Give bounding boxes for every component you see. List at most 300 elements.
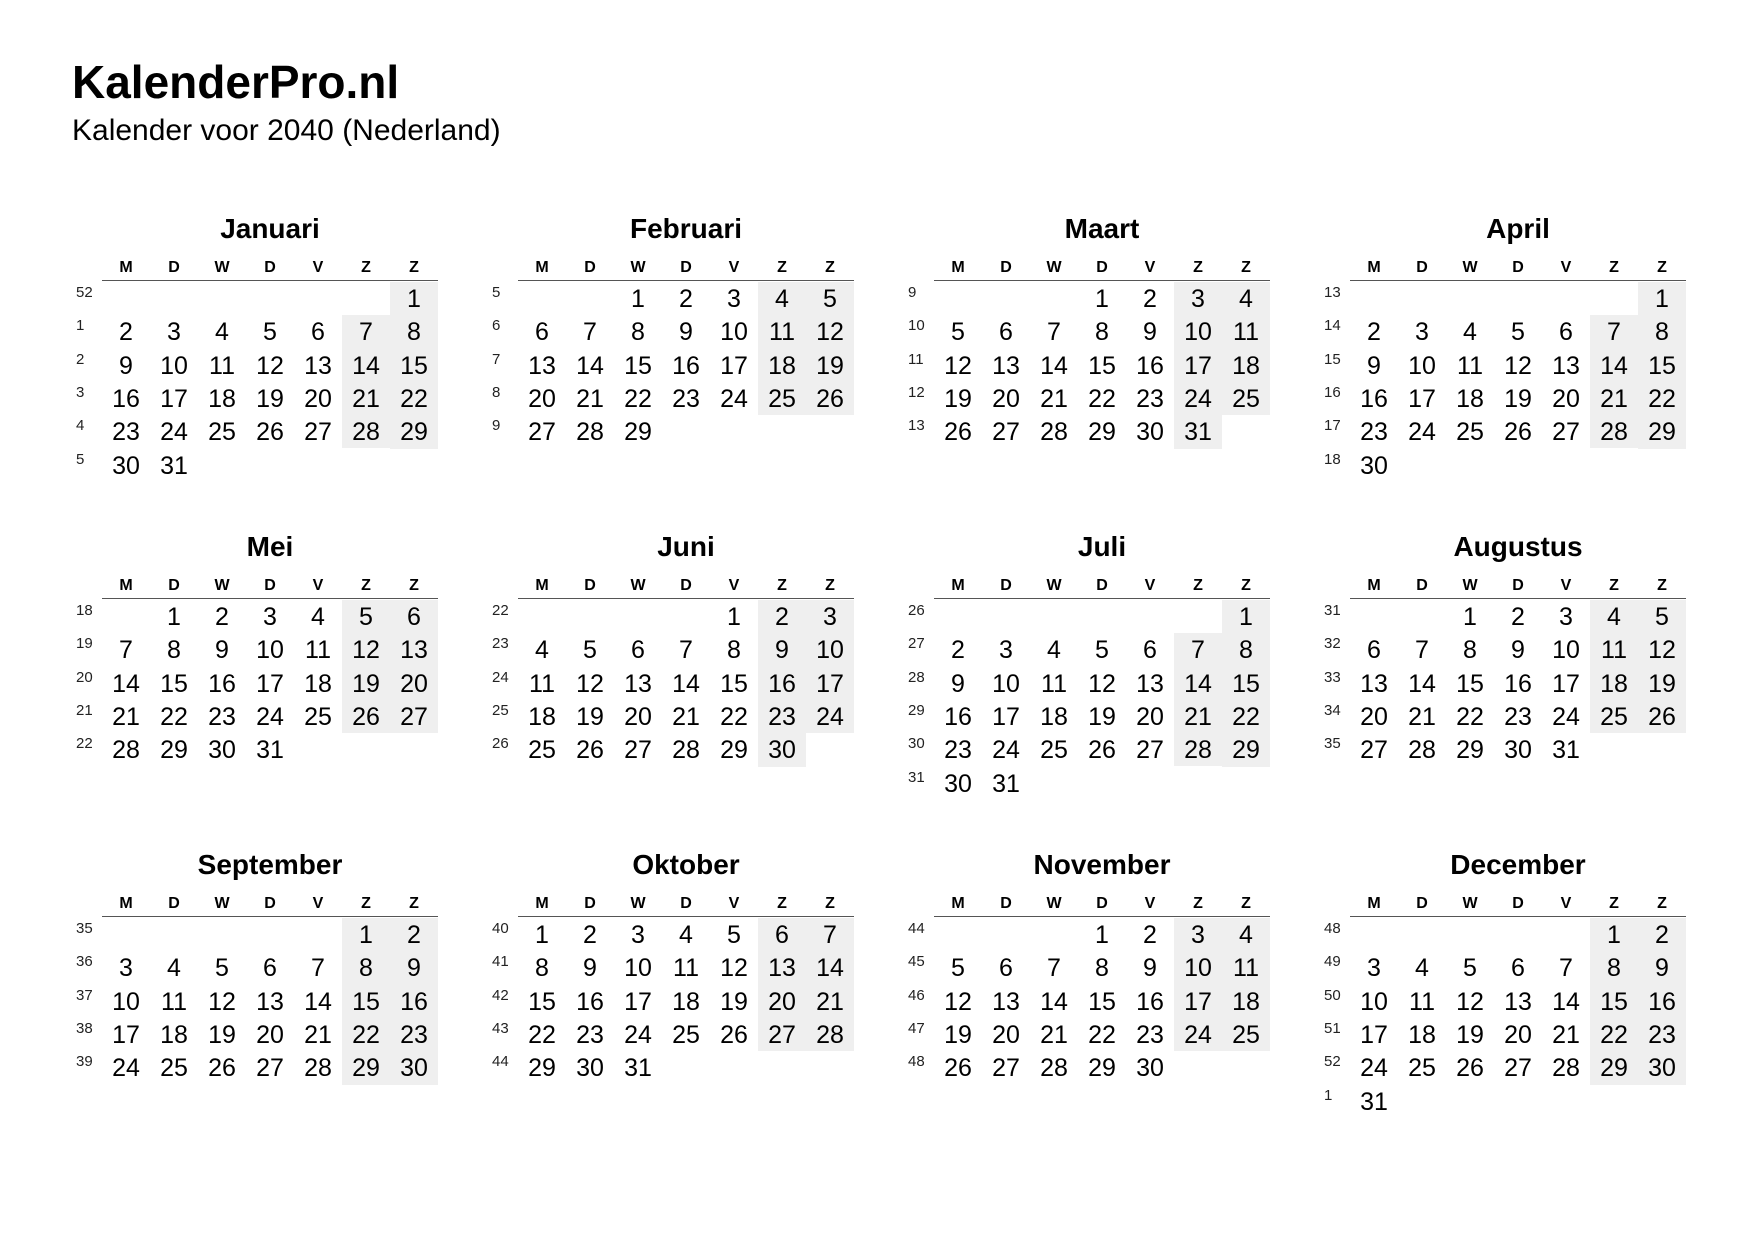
month-title: Februari bbox=[629, 213, 743, 244]
weekday-header: M bbox=[119, 895, 133, 912]
day-cell: 13 bbox=[992, 351, 1020, 380]
month-november bbox=[904, 848, 1304, 1138]
week-number: 9 bbox=[908, 284, 917, 301]
day-cell: 9 bbox=[951, 669, 965, 698]
day-cell: 28 bbox=[1184, 736, 1212, 765]
day-cell: 17 bbox=[1360, 1020, 1388, 1049]
day-cell: 10 bbox=[1552, 636, 1580, 665]
day-cell: 29 bbox=[352, 1054, 380, 1083]
day-cell: 13 bbox=[1552, 351, 1580, 380]
day-cell: 6 bbox=[775, 921, 789, 949]
week-number: 45 bbox=[908, 953, 925, 971]
week-number: 15 bbox=[1324, 350, 1341, 368]
day-cell: 27 bbox=[1136, 736, 1164, 765]
weekday-header: M bbox=[951, 895, 965, 912]
weekday-header: D bbox=[264, 259, 276, 276]
day-cell: 7 bbox=[1191, 636, 1205, 665]
weekday-header: D bbox=[1000, 895, 1012, 912]
day-cell: 6 bbox=[1367, 636, 1381, 665]
day-cell: 9 bbox=[1367, 351, 1381, 380]
day-cell: 13 bbox=[1504, 987, 1532, 1016]
day-cell: 4 bbox=[679, 921, 693, 949]
day-cell: 13 bbox=[1360, 669, 1388, 698]
day-cell: 31 bbox=[256, 736, 284, 765]
week-number: 27 bbox=[908, 635, 925, 653]
day-cell: 25 bbox=[768, 384, 796, 413]
month-title: April bbox=[1486, 213, 1550, 244]
day-cell: 8 bbox=[1655, 318, 1669, 347]
month-februari bbox=[488, 212, 888, 502]
day-cell: 16 bbox=[1648, 987, 1676, 1016]
weekday-header: D bbox=[584, 259, 596, 276]
weekday-header: D bbox=[584, 577, 596, 594]
day-cell: 17 bbox=[1184, 351, 1212, 380]
week-number: 18 bbox=[76, 602, 93, 619]
weekday-header: Z bbox=[1193, 259, 1203, 276]
day-cell: 4 bbox=[1415, 954, 1429, 983]
week-number: 26 bbox=[492, 735, 509, 753]
weekday-header: D bbox=[1512, 259, 1524, 276]
day-cell: 8 bbox=[727, 636, 741, 665]
weekday-header: V bbox=[1560, 577, 1572, 594]
day-cell: 17 bbox=[1184, 987, 1212, 1016]
day-cell: 16 bbox=[1136, 351, 1164, 380]
day-cell: 25 bbox=[304, 702, 332, 731]
day-cell: 15 bbox=[528, 987, 556, 1016]
day-cell: 8 bbox=[1239, 636, 1253, 665]
day-cell: 29 bbox=[1456, 736, 1484, 765]
day-cell: 23 bbox=[112, 418, 140, 447]
month-april bbox=[1320, 212, 1720, 502]
day-cell: 10 bbox=[1408, 351, 1436, 380]
day-cell: 1 bbox=[1095, 921, 1109, 949]
day-cell: 2 bbox=[407, 921, 421, 949]
day-cell: 24 bbox=[256, 702, 284, 731]
day-cell: 20 bbox=[768, 987, 796, 1016]
day-cell: 19 bbox=[720, 987, 748, 1016]
day-cell: 28 bbox=[576, 418, 604, 447]
header-rule bbox=[102, 280, 438, 281]
day-cell: 15 bbox=[1600, 987, 1628, 1016]
day-cell: 11 bbox=[1041, 669, 1067, 698]
day-cell: 26 bbox=[1456, 1054, 1484, 1083]
day-cell: 8 bbox=[1095, 318, 1109, 347]
day-cell: 21 bbox=[1408, 702, 1436, 731]
day-cell: 1 bbox=[727, 603, 741, 631]
weekday-header: Z bbox=[361, 895, 371, 912]
day-cell: 26 bbox=[1504, 418, 1532, 447]
day-cell: 18 bbox=[528, 702, 556, 731]
week-number: 51 bbox=[1324, 1019, 1341, 1037]
month-title: Oktober bbox=[632, 849, 740, 880]
weekday-header: Z bbox=[409, 577, 419, 594]
day-cell: 10 bbox=[160, 351, 188, 380]
day-cell: 29 bbox=[1648, 418, 1676, 447]
day-cell: 31 bbox=[1184, 418, 1212, 447]
day-cell: 11 bbox=[1457, 351, 1483, 380]
day-cell: 1 bbox=[631, 285, 645, 313]
week-number: 37 bbox=[76, 986, 93, 1004]
day-cell: 4 bbox=[535, 636, 549, 665]
month-oktober bbox=[488, 848, 888, 1138]
week-number: 48 bbox=[908, 1053, 925, 1071]
day-cell: 11 bbox=[161, 987, 187, 1016]
day-cell: 29 bbox=[1600, 1054, 1628, 1083]
weekday-header: D bbox=[584, 895, 596, 912]
day-cell: 6 bbox=[311, 318, 325, 347]
day-cell: 10 bbox=[816, 636, 844, 665]
day-cell: 27 bbox=[528, 418, 556, 447]
day-cell: 1 bbox=[167, 603, 181, 631]
day-cell: 7 bbox=[1607, 318, 1621, 347]
weekday-header: V bbox=[728, 259, 740, 276]
day-cell: 2 bbox=[1367, 318, 1381, 347]
day-cell: 29 bbox=[1088, 1054, 1116, 1083]
day-cell: 18 bbox=[160, 1020, 188, 1049]
day-cell: 2 bbox=[1143, 921, 1157, 949]
day-cell: 12 bbox=[944, 351, 972, 380]
header-rule bbox=[1350, 916, 1686, 917]
month-september bbox=[72, 848, 472, 1138]
day-cell: 1 bbox=[1463, 603, 1477, 631]
day-cell: 3 bbox=[1415, 318, 1429, 347]
day-cell: 31 bbox=[1552, 736, 1580, 765]
day-cell: 16 bbox=[672, 351, 700, 380]
header-rule bbox=[1350, 598, 1686, 599]
day-cell: 9 bbox=[583, 954, 597, 983]
week-number: 34 bbox=[1324, 701, 1341, 719]
day-cell: 17 bbox=[1408, 384, 1436, 413]
day-cell: 8 bbox=[1463, 636, 1477, 665]
day-cell: 15 bbox=[1088, 351, 1116, 380]
day-cell: 21 bbox=[1600, 384, 1628, 413]
day-cell: 29 bbox=[1232, 736, 1260, 765]
day-cell: 16 bbox=[400, 987, 428, 1016]
day-cell: 16 bbox=[112, 384, 140, 413]
day-cell: 3 bbox=[631, 921, 645, 949]
day-cell: 27 bbox=[624, 736, 652, 765]
day-cell: 28 bbox=[1552, 1054, 1580, 1083]
weekday-header: D bbox=[1096, 895, 1108, 912]
day-cell: 15 bbox=[624, 351, 652, 380]
day-cell: 23 bbox=[1648, 1020, 1676, 1049]
day-cell: 11 bbox=[1601, 636, 1627, 665]
day-cell: 8 bbox=[167, 636, 181, 665]
day-cell: 21 bbox=[1040, 1020, 1068, 1049]
weekday-header: D bbox=[1512, 895, 1524, 912]
day-cell: 29 bbox=[720, 736, 748, 765]
day-cell: 20 bbox=[1552, 384, 1580, 413]
week-number: 42 bbox=[492, 986, 509, 1004]
day-cell: 18 bbox=[1600, 669, 1628, 698]
day-cell: 13 bbox=[624, 669, 652, 698]
weekday-header: Z bbox=[825, 259, 835, 276]
day-cell: 7 bbox=[1047, 954, 1061, 983]
week-number: 52 bbox=[76, 284, 93, 301]
day-cell: 3 bbox=[119, 954, 133, 983]
day-cell: 1 bbox=[407, 285, 421, 313]
day-cell: 23 bbox=[1136, 384, 1164, 413]
day-cell: 14 bbox=[1408, 669, 1436, 698]
day-cell: 4 bbox=[775, 285, 789, 313]
day-cell: 25 bbox=[672, 1020, 700, 1049]
week-number: 35 bbox=[76, 920, 93, 937]
weekday-header: Z bbox=[1657, 259, 1667, 276]
day-cell: 12 bbox=[1504, 351, 1532, 380]
day-cell: 18 bbox=[672, 987, 700, 1016]
weekday-header: Z bbox=[825, 577, 835, 594]
day-cell: 6 bbox=[1559, 318, 1573, 347]
day-cell: 12 bbox=[816, 318, 844, 347]
day-cell: 25 bbox=[528, 736, 556, 765]
month-title: Maart bbox=[1064, 213, 1140, 244]
day-cell: 1 bbox=[359, 921, 373, 949]
week-number: 28 bbox=[908, 668, 925, 686]
weekday-header: M bbox=[1367, 895, 1381, 912]
day-cell: 2 bbox=[1511, 603, 1525, 631]
day-cell: 26 bbox=[816, 384, 844, 413]
day-cell: 4 bbox=[167, 954, 181, 983]
day-cell: 19 bbox=[1504, 384, 1532, 413]
day-cell: 5 bbox=[215, 954, 229, 983]
day-cell: 10 bbox=[1184, 318, 1212, 347]
day-cell: 21 bbox=[1040, 384, 1068, 413]
month-december bbox=[1320, 848, 1720, 1138]
weekday-header: W bbox=[214, 259, 230, 276]
weekday-header: W bbox=[1462, 577, 1478, 594]
day-cell: 10 bbox=[624, 954, 652, 983]
weekday-header: V bbox=[1144, 895, 1156, 912]
day-cell: 8 bbox=[1095, 954, 1109, 983]
day-cell: 1 bbox=[1095, 285, 1109, 313]
day-cell: 27 bbox=[992, 1054, 1020, 1083]
day-cell: 24 bbox=[112, 1054, 140, 1083]
day-cell: 14 bbox=[576, 351, 604, 380]
header-rule bbox=[934, 598, 1270, 599]
week-number: 29 bbox=[908, 701, 925, 719]
day-cell: 14 bbox=[816, 954, 844, 983]
weekday-header: Z bbox=[1241, 895, 1251, 912]
week-number: 47 bbox=[908, 1019, 925, 1037]
weekday-header: Z bbox=[409, 895, 419, 912]
month-title: Augustus bbox=[1453, 531, 1583, 562]
day-cell: 2 bbox=[583, 921, 597, 949]
week-number: 32 bbox=[1324, 635, 1341, 653]
day-cell: 19 bbox=[816, 351, 844, 380]
day-cell: 20 bbox=[528, 384, 556, 413]
day-cell: 30 bbox=[1136, 418, 1164, 447]
weekday-header: M bbox=[119, 259, 133, 276]
day-cell: 19 bbox=[1648, 669, 1676, 698]
day-cell: 14 bbox=[1552, 987, 1580, 1016]
day-cell: 8 bbox=[1607, 954, 1621, 983]
day-cell: 12 bbox=[1088, 669, 1116, 698]
day-cell: 24 bbox=[1184, 1020, 1212, 1049]
weekday-header: D bbox=[1096, 259, 1108, 276]
weekday-header: D bbox=[680, 259, 692, 276]
weekday-header: Z bbox=[409, 259, 419, 276]
weekday-header: V bbox=[728, 577, 740, 594]
day-cell: 17 bbox=[160, 384, 188, 413]
day-cell: 25 bbox=[160, 1054, 188, 1083]
weekday-header: Z bbox=[1657, 895, 1667, 912]
weekday-header: V bbox=[312, 259, 324, 276]
day-cell: 11 bbox=[673, 954, 699, 983]
day-cell: 27 bbox=[992, 418, 1020, 447]
month-juni bbox=[488, 530, 888, 820]
month-maart bbox=[904, 212, 1304, 502]
day-cell: 5 bbox=[583, 636, 597, 665]
day-cell: 19 bbox=[944, 1020, 972, 1049]
day-cell: 16 bbox=[576, 987, 604, 1016]
weekday-header: W bbox=[630, 259, 646, 276]
week-number: 8 bbox=[492, 383, 501, 401]
weekday-header: W bbox=[214, 895, 230, 912]
weekday-header: V bbox=[1144, 259, 1156, 276]
day-cell: 3 bbox=[1367, 954, 1381, 983]
day-cell: 2 bbox=[215, 603, 229, 631]
calendar-subtitle: Kalender voor 2040 (Nederland) bbox=[72, 114, 501, 147]
day-cell: 6 bbox=[535, 318, 549, 347]
day-cell: 14 bbox=[352, 351, 380, 380]
weekday-header: M bbox=[119, 577, 133, 594]
day-cell: 10 bbox=[992, 669, 1020, 698]
day-cell: 29 bbox=[528, 1054, 556, 1083]
day-cell: 2 bbox=[119, 318, 133, 347]
weekday-header: Z bbox=[777, 895, 787, 912]
day-cell: 7 bbox=[1559, 954, 1573, 983]
weekday-header: W bbox=[214, 577, 230, 594]
day-cell: 3 bbox=[167, 318, 181, 347]
weekday-header: M bbox=[535, 577, 549, 594]
day-cell: 30 bbox=[400, 1054, 428, 1083]
day-cell: 18 bbox=[208, 384, 236, 413]
day-cell: 16 bbox=[208, 669, 236, 698]
day-cell: 12 bbox=[256, 351, 284, 380]
header-rule bbox=[102, 598, 438, 599]
day-cell: 29 bbox=[160, 736, 188, 765]
week-number: 44 bbox=[908, 920, 925, 937]
day-cell: 22 bbox=[1088, 1020, 1116, 1049]
day-cell: 25 bbox=[1408, 1054, 1436, 1083]
weekday-header: Z bbox=[1609, 259, 1619, 276]
week-number: 41 bbox=[492, 953, 509, 971]
day-cell: 14 bbox=[1600, 351, 1628, 380]
day-cell: 17 bbox=[816, 669, 844, 698]
weekday-header: Z bbox=[1657, 577, 1667, 594]
day-cell: 31 bbox=[992, 769, 1020, 798]
week-number: 40 bbox=[492, 920, 509, 937]
day-cell: 23 bbox=[672, 384, 700, 413]
month-mei bbox=[72, 530, 472, 820]
day-cell: 27 bbox=[304, 418, 332, 447]
day-cell: 16 bbox=[1360, 384, 1388, 413]
day-cell: 31 bbox=[1360, 1087, 1388, 1116]
day-cell: 13 bbox=[256, 987, 284, 1016]
day-cell: 30 bbox=[1648, 1054, 1676, 1083]
day-cell: 19 bbox=[1456, 1020, 1484, 1049]
month-title: Januari bbox=[220, 213, 320, 244]
day-cell: 24 bbox=[160, 418, 188, 447]
day-cell: 7 bbox=[311, 954, 325, 983]
header-rule bbox=[518, 916, 854, 917]
day-cell: 4 bbox=[311, 603, 325, 631]
day-cell: 24 bbox=[816, 702, 844, 731]
day-cell: 10 bbox=[720, 318, 748, 347]
day-cell: 5 bbox=[727, 921, 741, 949]
week-number: 38 bbox=[76, 1019, 93, 1037]
day-cell: 28 bbox=[1600, 418, 1628, 447]
day-cell: 13 bbox=[304, 351, 332, 380]
week-number: 12 bbox=[908, 383, 925, 401]
day-cell: 9 bbox=[215, 636, 229, 665]
day-cell: 26 bbox=[576, 736, 604, 765]
day-cell: 17 bbox=[624, 987, 652, 1016]
day-cell: 27 bbox=[1360, 736, 1388, 765]
day-cell: 16 bbox=[768, 669, 796, 698]
weekday-header: Z bbox=[825, 895, 835, 912]
day-cell: 15 bbox=[160, 669, 188, 698]
day-cell: 16 bbox=[1136, 987, 1164, 1016]
day-cell: 20 bbox=[256, 1020, 284, 1049]
day-cell: 22 bbox=[528, 1020, 556, 1049]
day-cell: 22 bbox=[1232, 702, 1260, 731]
week-number: 20 bbox=[76, 668, 93, 686]
week-number: 25 bbox=[492, 701, 509, 719]
day-cell: 25 bbox=[1040, 736, 1068, 765]
day-cell: 9 bbox=[407, 954, 421, 983]
day-cell: 19 bbox=[944, 384, 972, 413]
day-cell: 20 bbox=[992, 384, 1020, 413]
weekday-header: M bbox=[951, 259, 965, 276]
day-cell: 12 bbox=[1648, 636, 1676, 665]
month-title: Mei bbox=[246, 531, 294, 562]
day-cell: 8 bbox=[631, 318, 645, 347]
weekday-header: D bbox=[1000, 259, 1012, 276]
day-cell: 7 bbox=[119, 636, 133, 665]
header-rule bbox=[934, 916, 1270, 917]
week-number: 14 bbox=[1324, 317, 1341, 335]
weekday-header: Z bbox=[361, 259, 371, 276]
day-cell: 21 bbox=[1552, 1020, 1580, 1049]
weekday-header: Z bbox=[1609, 577, 1619, 594]
day-cell: 30 bbox=[944, 769, 972, 798]
day-cell: 2 bbox=[775, 603, 789, 631]
month-juli bbox=[904, 530, 1304, 820]
day-cell: 30 bbox=[208, 736, 236, 765]
day-cell: 30 bbox=[1360, 451, 1388, 480]
month-title: September bbox=[197, 849, 343, 880]
day-cell: 18 bbox=[1456, 384, 1484, 413]
day-cell: 24 bbox=[1360, 1054, 1388, 1083]
day-cell: 28 bbox=[112, 736, 140, 765]
week-number: 6 bbox=[492, 317, 501, 335]
day-cell: 27 bbox=[400, 702, 428, 731]
day-cell: 30 bbox=[1504, 736, 1532, 765]
day-cell: 21 bbox=[576, 384, 604, 413]
day-cell: 11 bbox=[305, 636, 331, 665]
day-cell: 28 bbox=[1040, 418, 1068, 447]
day-cell: 29 bbox=[624, 418, 652, 447]
day-cell: 28 bbox=[352, 418, 380, 447]
weekday-header: V bbox=[312, 577, 324, 594]
weekday-header: W bbox=[1462, 259, 1478, 276]
day-cell: 12 bbox=[576, 669, 604, 698]
day-cell: 15 bbox=[1456, 669, 1484, 698]
day-cell: 22 bbox=[1600, 1020, 1628, 1049]
header-rule bbox=[934, 280, 1270, 281]
week-number: 52 bbox=[1324, 1053, 1341, 1071]
